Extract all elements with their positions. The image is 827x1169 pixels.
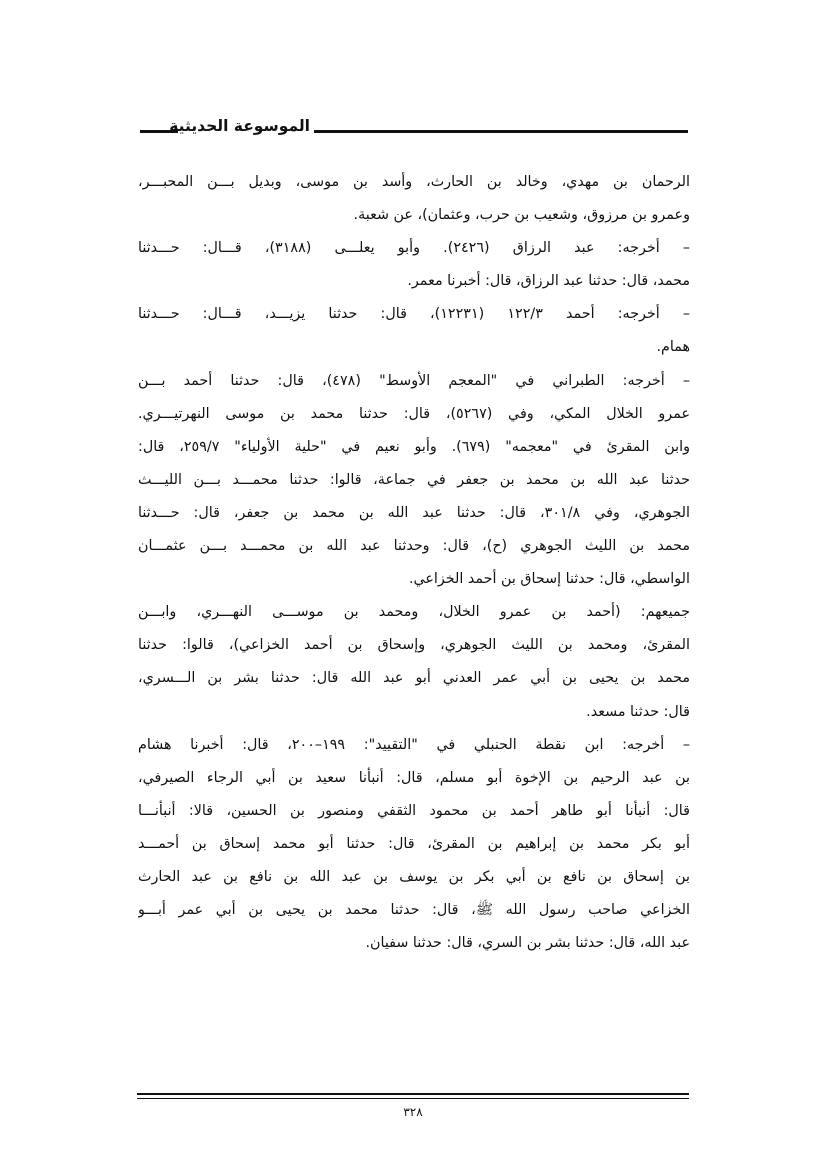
text-line: أبو بكر محمد بن إبراهيم بن المقرئ، قال: حدثنا أبو محمد إسحاق بن أحمـــد: [138, 835, 690, 852]
body-text: [138, 166, 690, 960]
text-line: – أخرجه: ابن نقطة الحنبلي في "التقييد": ١٩٩–٢٠٠، قال: أخبرنا هشام: [138, 736, 690, 753]
text-line: الرحمان بن مهدي، وخالد بن الحارث، وأسد بن موسى، وبديل بـــن المحبـــر،: [138, 174, 690, 190]
text-line: وابن المقرئ في "معجمه" (٦٧٩). وأبو نعيم في "حلية الأولياء" ٢٥٩/٧، قال:: [138, 438, 690, 455]
text-line: – أخرجه: الطبراني في "المعجم الأوسط" (٤٧٨)، قال: حدثنا أحمد بـــن: [138, 372, 690, 389]
text-line: قال: أنبأنا أبو طاهر أحمد بن محمود الثقفي ومنصور بن الحسين، قالا: أنبأنـــا: [138, 802, 690, 819]
text-line: الخزاعي صاحب رسول الله ﷺ، قال: حدثنا محمد بن يحيى بن أبي عمر أبـــو: [138, 902, 690, 919]
page-number: ٣٢٨: [403, 1105, 423, 1119]
text-line: قال: حدثنا مسعد.: [586, 703, 690, 720]
text-line: حدثنا عبد الله بن محمد بن جعفر في جماعة، قالوا: حدثنا محمـــد بـــن الليـــث: [138, 471, 690, 488]
text-line: المقرئ، ومحمد بن الليث الجوهري، وإسحاق بن أحمد الخزاعي)، قالوا: حدثنا: [138, 637, 690, 654]
text-line: – أخرجه: أحمد ١٢٢/٣ (١٢٢٣١)، قال: حدثنا يزيـــد، قـــال: حـــدثنا: [138, 306, 690, 323]
footer-rule-thin: [137, 1098, 689, 1099]
text-line: – أخرجه: عبد الرزاق (٢٤٢٦). وأبو يعلـــى (٣١٨٨)، قـــال: حـــدثنا: [138, 240, 690, 257]
text-line: محمد بن الليث الجوهري (ح)، قال: وحدثنا عبد الله بن محمـــد بـــن عثمـــان: [138, 538, 690, 555]
text-line: محمد، قال: حدثنا عبد الرزاق، قال: أخبرنا معمر.: [407, 273, 690, 290]
header-rule-right: [314, 130, 688, 133]
text-line: بن عبد الرحيم بن الإخوة أبو مسلم، قال: أنبأنا سعيد بن أبي الرجاء الصيرفي،: [138, 769, 690, 786]
text-line: جميعهم: (أحمد بن عمرو الخلال، ومحمد بن موســـى النهـــري، وابـــن: [138, 604, 690, 621]
text-line: الواسطي، قال: حدثنا إسحاق بن أحمد الخزاعي.: [408, 571, 690, 588]
page-header: [140, 112, 688, 142]
text-line: محمد بن يحيى بن أبي عمر العدني أبو عبد الله قال: حدثنا بشر بن الـــسري،: [138, 670, 690, 687]
text-line: بن إسحاق بن نافع بن أبي بكر بن يوسف بن عبد الله بن نافع بن عبد الحارث: [138, 868, 690, 885]
text-line: وعمرو بن مرزوق، وشعيب بن حرب، وعثمان)، عن شعبة.: [353, 207, 690, 224]
footer-rule-thick: [137, 1093, 689, 1095]
text-line: عمرو الخلال المكي، وفي (٥٢٦٧)، قال: حدثنا محمد بن موسى النهرتيـــري.: [138, 405, 690, 422]
text-line: همام.: [656, 339, 690, 356]
text-line: عبد الله، قال: حدثنا بشر بن السري، قال: حدثنا سفيان.: [365, 935, 690, 952]
text-line: الجوهري، وفي ٣٠١/٨، قال: حدثنا عبد الله بن محمد بن جعفر، قال: حـــدثنا: [138, 504, 690, 521]
running-title: الموسوعة الحديثية: [169, 117, 310, 135]
